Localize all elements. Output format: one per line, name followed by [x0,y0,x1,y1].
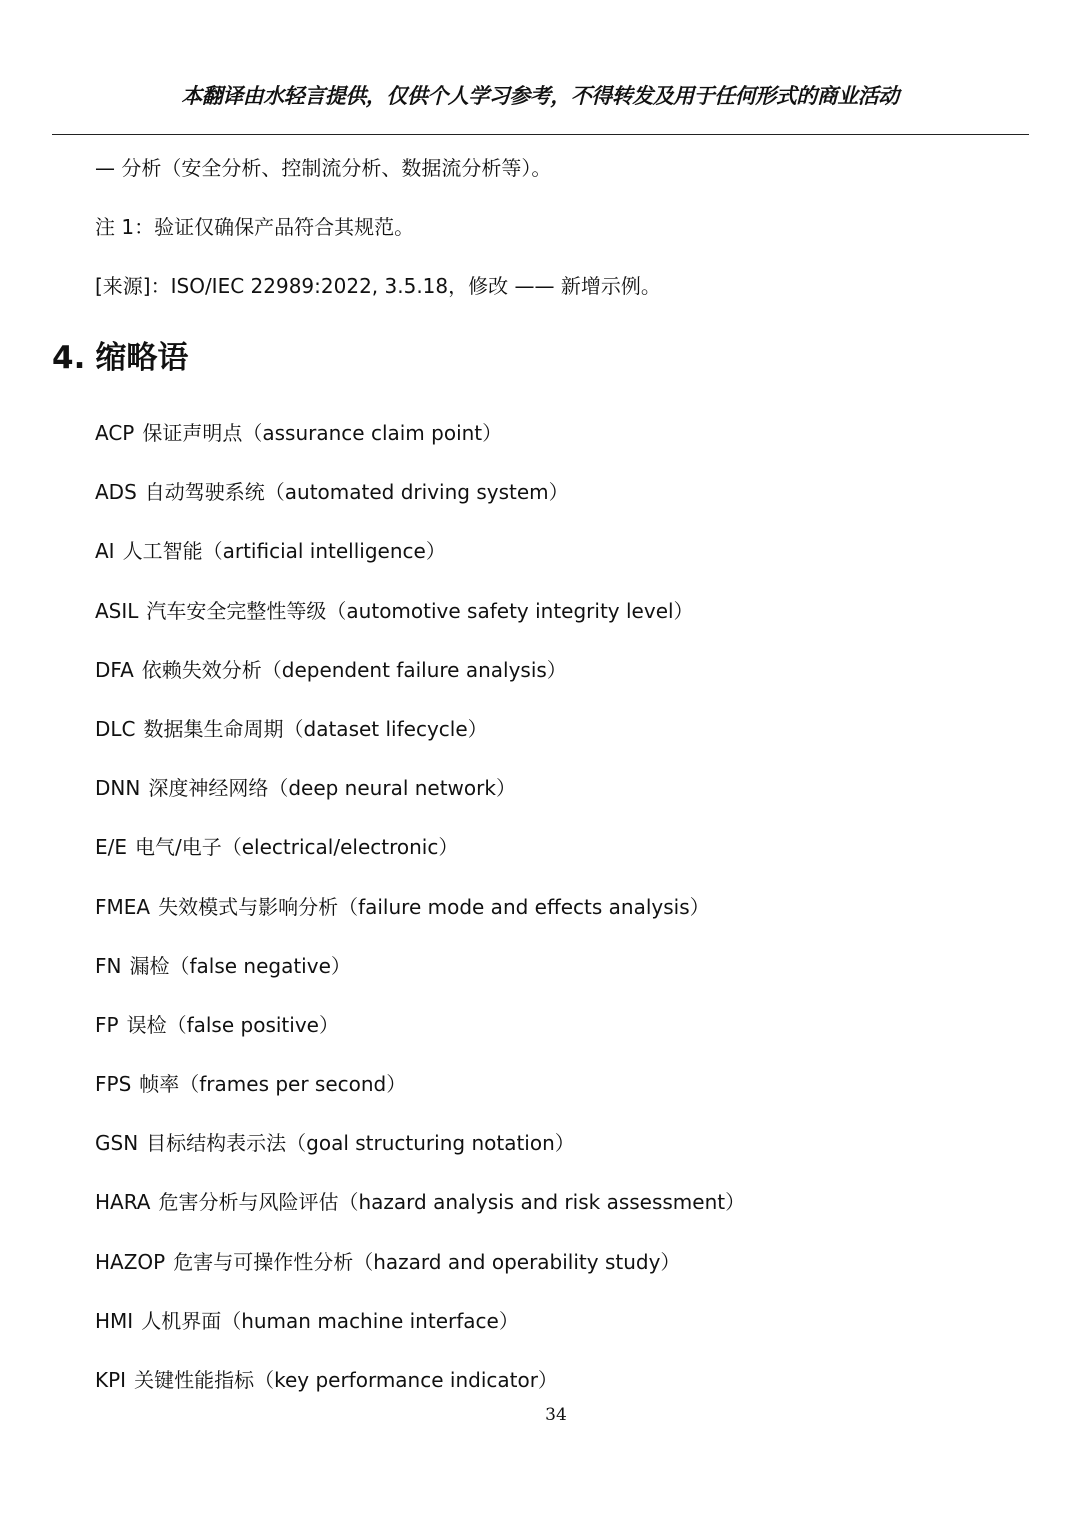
abbreviation-code: AI [95,539,115,564]
analysis-line: — 分析（安全分析、控制流分析、数据流分析等）。 [95,156,552,180]
abbreviation-definition: 电气/电子（electrical/electronic） [135,835,459,860]
abbreviation-item [95,952,745,1011]
abbreviation-code: ASIL [95,598,139,623]
abbreviation-definition: 深度神经网络（deep neural network） [148,776,516,801]
abbreviation-item [95,1070,745,1129]
abbreviation-code: ADS [95,480,137,505]
abbreviation-definition: 目标结构表示法（goal structuring notation） [146,1131,575,1156]
abbreviation-definition: 数据集生命周期（dataset lifecycle） [143,716,488,741]
abbreviation-item [95,1248,745,1307]
abbreviation-definition: 人机界面（human machine interface） [141,1308,519,1333]
abbreviation-definition: 关键性能指标（key performance indicator） [134,1368,558,1392]
abbreviation-definition: 自动驾驶系统（automated driving system） [144,480,569,505]
header-divider [52,134,1029,135]
abbreviation-code: DLC [95,716,136,741]
abbreviation-code: GSN [95,1131,139,1156]
abbreviation-code: HARA [95,1190,151,1215]
abbreviation-definition: 依赖失效分析（dependent failure analysis） [141,657,567,682]
abbreviation-item [95,1129,745,1188]
abbreviation-item [95,893,745,952]
abbreviation-code: ACP [95,421,135,445]
abbreviation-item [95,656,745,715]
abbreviation-item [95,774,745,833]
abbreviation-item [95,833,745,892]
abbreviation-definition: 失效模式与影响分析（failure mode and effects analysis） [158,894,710,919]
abbreviation-code: KPI [95,1368,127,1392]
page-number: 34 [545,1405,567,1425]
page-header-notice: 本翻译由水轻言提供，仅供个人学习参考，不得转发及用于任何形式的商业活动 [181,84,899,108]
abbreviation-item [95,537,745,596]
abbreviation-list [95,419,745,1425]
abbreviation-code: DNN [95,776,141,801]
abbreviation-code: FPS [95,1072,132,1097]
abbreviation-definition: 保证声明点（assurance claim point） [142,421,503,445]
abbreviation-code: E/E [95,835,128,860]
section-heading [52,338,188,378]
abbreviation-item [95,1188,745,1247]
section-number: 4. [52,340,86,376]
section-title: 缩略语 [95,340,189,376]
abbreviation-definition: 误检（false positive） [126,1012,339,1037]
abbreviation-definition: 危害分析与风险评估（hazard analysis and risk assessment） [158,1190,746,1215]
abbreviation-code: FMEA [95,894,151,919]
abbreviation-definition: 人工智能（artificial intelligence） [122,539,446,564]
abbreviation-item [95,597,745,656]
abbreviation-definition: 漏检（false negative） [129,953,351,978]
abbreviation-code: FN [95,953,122,978]
abbreviation-code: DFA [95,657,134,682]
abbreviation-code: HAZOP [95,1249,166,1274]
abbreviation-definition: 危害与可操作性分析（hazard and operability study） [173,1249,681,1274]
note-line: 注 1：验证仅确保产品符合其规范。 [95,215,415,239]
abbreviation-code: FP [95,1012,119,1037]
abbreviation-item [95,715,745,774]
abbreviation-item [95,419,745,478]
abbreviation-definition: 汽车安全完整性等级（automotive safety integrity level） [146,598,694,623]
source-line: [来源]：ISO/IEC 22989:2022, 3.5.18，修改 —— 新增示例。 [95,274,661,298]
abbreviation-definition: 帧率（frames per second） [139,1072,407,1097]
abbreviation-code: HMI [95,1308,134,1333]
abbreviation-item [95,1011,745,1070]
abbreviation-item [95,478,745,537]
abbreviation-item [95,1307,745,1366]
